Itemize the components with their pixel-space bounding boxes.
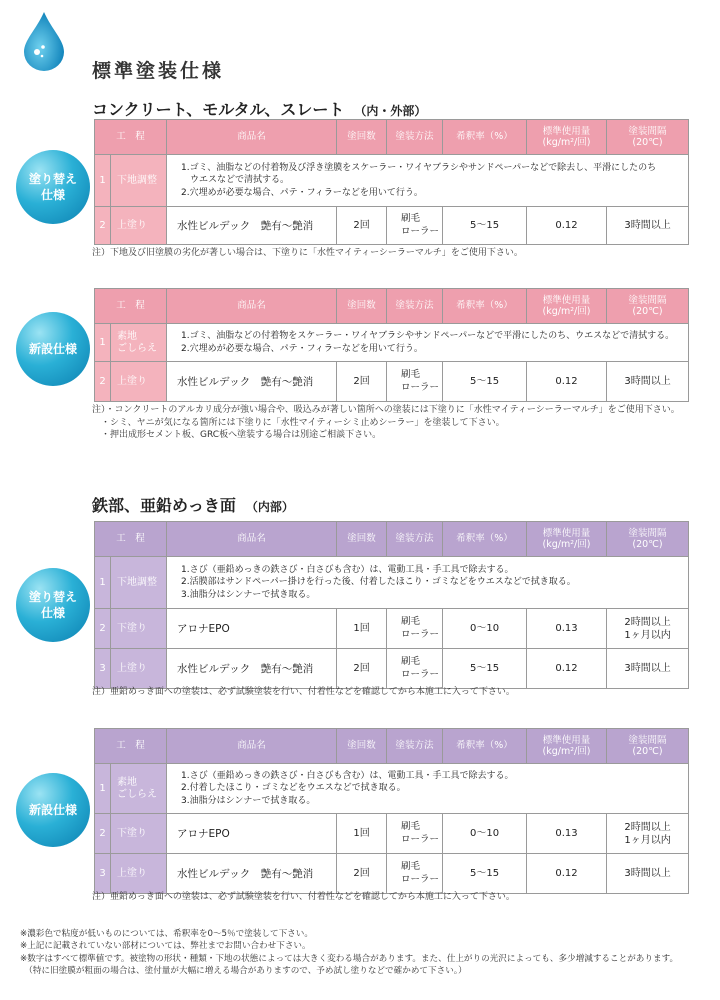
header-usage: 標準使用量 (kg/m²/回) (527, 289, 607, 324)
step-description: 1.さび（亜鉛めっきの鉄さび・白さびも含む）は、電動工具・手工具で除去する。 2.付着したほこり・ゴミなどをウエスなどで拭き取る。 3.油脂分はシンナーで拭き取る。 (167, 764, 689, 814)
header-method: 塗装方法 (387, 289, 443, 324)
header-usage: 標準使用量 (kg/m²/回) (527, 120, 607, 155)
header-method: 塗装方法 (387, 522, 443, 557)
header-coats: 塗回数 (337, 120, 387, 155)
spec-table-concrete-new (94, 288, 689, 402)
header-step: 工 程 (95, 729, 167, 764)
water-drop-logo-icon (22, 10, 66, 72)
header-product: 商品名 (167, 289, 337, 324)
header-interval: 塗装間隔 (20℃) (607, 729, 689, 764)
note-concrete-new: 注）・コンクリートのアルカリ成分が強い場合や、吸込みが著しい箇所への塗装には下塗りに「水性マイティーシーラーマルチ」をご使用下さい。 ・シミ、ヤニが気になる箇所には下塗りに「水性マイティーシミ止めシーラー」を塗装して下さい。 ・押出成形セメント板、GRC板へ塗装する場合は別途ご相談下さい。 (92, 405, 680, 441)
header-dilution: 希釈率（%） (443, 729, 527, 764)
section-title-steel: 鉄部、亜鉛めっき面 （内部） (92, 496, 294, 515)
table-header-row (95, 729, 689, 764)
header-coats: 塗回数 (337, 289, 387, 324)
table-row: 1 素地 ごしらえ 1.ゴミ、油脂などの付着物をスケーラー・ワイヤブラシやサンドペーパーなどで平滑にしたのち、ウエスなどで清拭する。 2.穴埋めが必要な場合、パテ・フィラーなどを用いて行う。 (95, 324, 689, 362)
product-name: アロナEPO (167, 814, 337, 854)
table-row: 1 下地調整 1.さび（亜鉛めっきの鉄さび・白さびも含む）は、電動工具・手工具で除去する。 2.活膜部はサンドペーパー掛けを行った後、付着したほこり・ゴミなどをウエスなどで拭き取る。 3.油脂分はシンナーで拭き取る。 (95, 557, 689, 609)
header-step: 工 程 (95, 522, 167, 557)
product-name: 水性ビルデック 艶有～艶消 (167, 362, 337, 402)
header-coats: 塗回数 (337, 729, 387, 764)
badge-new-spec: 新設仕様 (16, 773, 90, 847)
table-header-row (95, 120, 689, 155)
header-step: 工 程 (95, 120, 167, 155)
badge-new-spec: 新設仕様 (16, 312, 90, 386)
step-description: 1.ゴミ、油脂などの付着物及び浮き塗膜をスケーラー・ワイヤブラシやサンドペーパーなどで除去し、平滑にしたのち ウエスなどで清拭する。 2.穴埋めが必要な場合、パテ・フィラーなどを用いて行う。 (167, 155, 689, 207)
header-product: 商品名 (167, 522, 337, 557)
header-method: 塗装方法 (387, 729, 443, 764)
table-row: 1 素地 ごしらえ 1.さび（亜鉛めっきの鉄さび・白さびも含む）は、電動工具・手工具で除去する。 2.付着したほこり・ゴミなどをウエスなどで拭き取る。 3.油脂分はシンナーで拭き取る。 (95, 764, 689, 814)
header-usage: 標準使用量 (kg/m²/回) (527, 729, 607, 764)
page-title: 標準塗装仕様 (92, 60, 225, 82)
header-dilution: 希釈率（%） (443, 522, 527, 557)
product-name: アロナEPO (167, 609, 337, 649)
table-header-row (95, 522, 689, 557)
spec-table-steel-repaint (94, 521, 689, 689)
note-concrete-repaint: 注）下地及び旧塗膜の劣化が著しい場合は、下塗りに「水性マイティーシーラーマルチ」をご使用下さい。 (92, 248, 523, 258)
header-product: 商品名 (167, 729, 337, 764)
table-row: 2 上塗り 水性ビルデック 艶有～艶消 2回 刷毛 ローラー 5～15 0.12 3時間以上 (95, 207, 689, 245)
note-steel-new: 注）亜鉛めっき面への塗装は、必ず試験塗装を行い、付着性などを確認してから本施工に入って下さい。 (92, 892, 515, 902)
step-description: 1.さび（亜鉛めっきの鉄さび・白さびも含む）は、電動工具・手工具で除去する。 2.活膜部はサンドペーパー掛けを行った後、付着したほこり・ゴミなどをウエスなどで拭き取る。 3.油脂分はシンナーで拭き取る。 (167, 557, 689, 609)
section-title-concrete: コンクリート、モルタル、スレート （内・外部） (92, 100, 427, 119)
header-interval: 塗装間隔 (20℃) (607, 120, 689, 155)
product-name: 水性ビルデック 艶有～艶消 (167, 649, 337, 689)
product-name: 水性ビルデック 艶有～艶消 (167, 854, 337, 894)
table-row: 2 上塗り 水性ビルデック 艶有～艶消 2回 刷毛 ローラー 5～15 0.12 3時間以上 (95, 362, 689, 402)
header-dilution: 希釈率（%） (443, 289, 527, 324)
header-step: 工 程 (95, 289, 167, 324)
footnotes: ※濃彩色で粘度が低いものについては、希釈率を0～5％で塗装して下さい。 ※上記に記載されていない部材については、弊社までお問い合わせ下さい。 ※数字はすべて標準値です。被塗物の形状・種類・下地の状態によっては大きく変わる場合があります。また、仕上がりの光沢によっても、多少増減することがあります。 （特に旧塗膜が粗面の場合は、塗付量が大幅に増える場合がありますので、予め試し塗りなどで確かめて下さい。） (20, 929, 679, 977)
table-row: 2 下塗り アロナEPO 1回 刷毛 ローラー 0～10 0.13 2時間以上 1ヶ月以内 (95, 609, 689, 649)
header-interval: 塗装間隔 (20℃) (607, 522, 689, 557)
spec-table-concrete-repaint (94, 119, 689, 245)
table-row: 3 上塗り 水性ビルデック 艶有～艶消 2回 刷毛 ローラー 5～15 0.12 3時間以上 (95, 649, 689, 689)
badge-repaint-spec: 塗り替え 仕様 (16, 568, 90, 642)
step-description: 1.ゴミ、油脂などの付着物をスケーラー・ワイヤブラシやサンドペーパーなどで平滑にしたのち、ウエスなどで清拭する。 2.穴埋めが必要な場合、パテ・フィラーなどを用いて行う。 (167, 324, 689, 362)
header-product: 商品名 (167, 120, 337, 155)
product-name: 水性ビルデック 艶有～艶消 (167, 207, 337, 245)
table-row: 2 下塗り アロナEPO 1回 刷毛 ローラー 0～10 0.13 2時間以上 1ヶ月以内 (95, 814, 689, 854)
header-method: 塗装方法 (387, 120, 443, 155)
note-steel-repaint: 注）亜鉛めっき面への塗装は、必ず試験塗装を行い、付着性などを確認してから本施工に入って下さい。 (92, 687, 515, 697)
spec-table-steel-new (94, 728, 689, 894)
header-interval: 塗装間隔 (20℃) (607, 289, 689, 324)
table-row: 1 下地調整 1.ゴミ、油脂などの付着物及び浮き塗膜をスケーラー・ワイヤブラシやサンドペーパーなどで除去し、平滑にしたのち ウエスなどで清拭する。 2.穴埋めが必要な場合、パテ・フィラーなどを用いて行う。 (95, 155, 689, 207)
table-header-row (95, 289, 689, 324)
header-coats: 塗回数 (337, 522, 387, 557)
header-usage: 標準使用量 (kg/m²/回) (527, 522, 607, 557)
header-dilution: 希釈率（%） (443, 120, 527, 155)
badge-repaint-spec: 塗り替え 仕様 (16, 150, 90, 224)
table-row: 3 上塗り 水性ビルデック 艶有～艶消 2回 刷毛 ローラー 5～15 0.12 3時間以上 (95, 854, 689, 894)
